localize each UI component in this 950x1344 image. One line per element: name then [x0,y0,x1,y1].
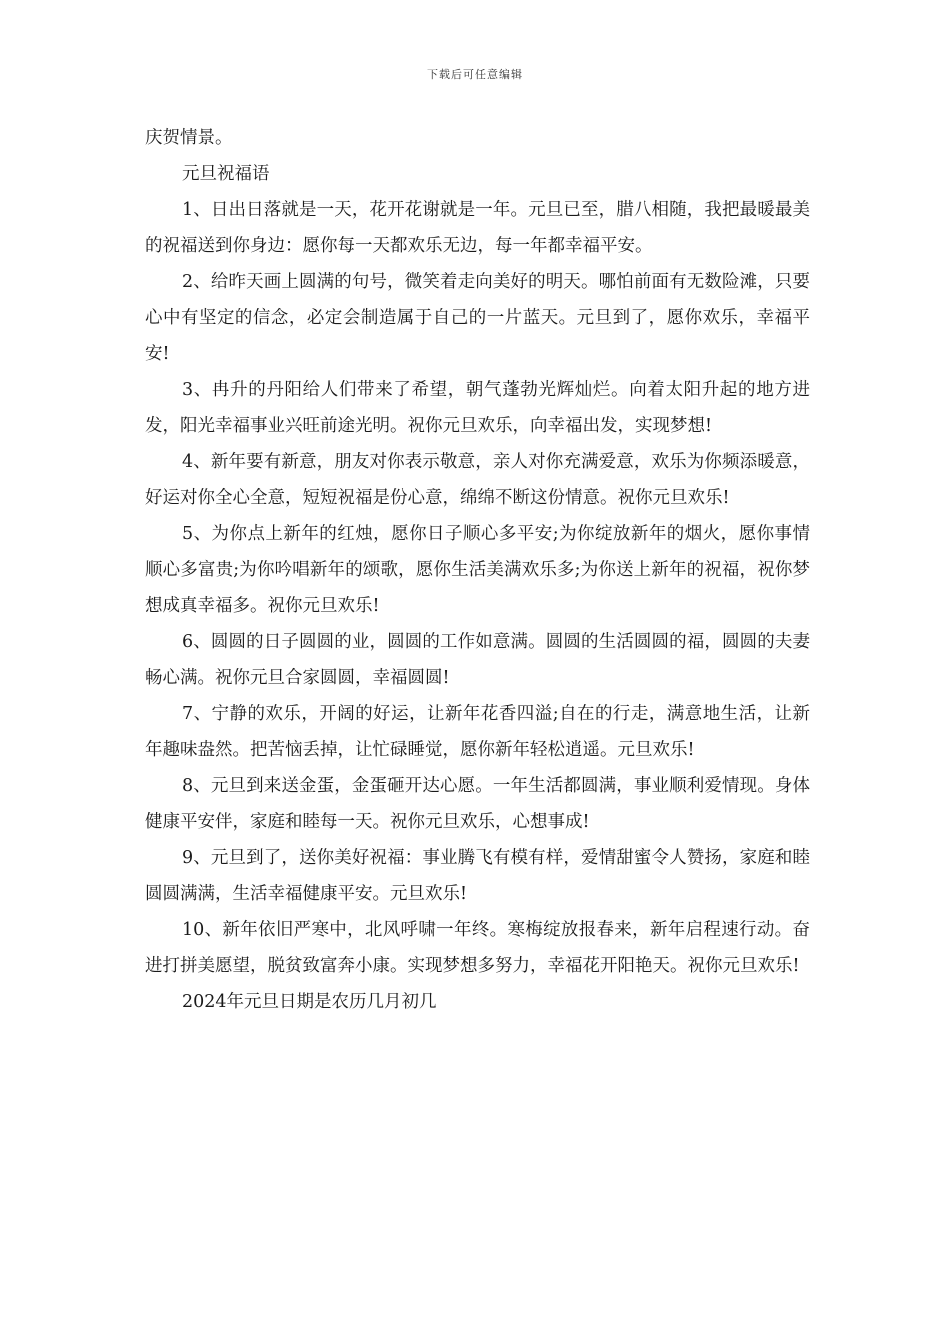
greeting-item-10: 10、新年依旧严寒中，北风呼啸一年终。寒梅绽放报春来，新年启程速行动。奋进打拼美愿望，脱贫致富奔小康。实现梦想多努力，幸福花开阳艳天。祝你元旦欢乐! [145,920,810,976]
greeting-item-9: 9、元旦到了，送你美好祝福：事业腾飞有模有样，爱情甜蜜令人赞扬，家庭和睦圆圆满满，生活幸福健康平安。元旦欢乐! [145,848,810,904]
section-heading: 元旦祝福语 [182,164,270,184]
greeting-item-7: 7、宁静的欢乐，开阔的好运，让新年花香四溢;自在的行走，满意地生活，让新年趣味盎然。把苦恼丢掉，让忙碌睡觉，愿你新年轻松逍遥。元旦欢乐! [145,704,810,760]
section-heading-date: 2024年元旦日期是农历几月初几 [182,992,437,1012]
page-header-watermark: 下载后可任意编辑 [427,68,523,81]
document-body [145,120,810,1020]
greeting-item-5: 5、为你点上新年的红烛，愿你日子顺心多平安;为你绽放新年的烟火，愿你事情顺心多富贵;为你吟唱新年的颂歌，愿你生活美满欢乐多;为你送上新年的祝福，祝你梦想成真幸福多。祝你元旦欢乐! [145,524,810,616]
greeting-item-4: 4、新年要有新意，朋友对你表示敬意，亲人对你充满爱意，欢乐为你频添暖意，好运对你全心全意，短短祝福是份心意，绵绵不断这份情意。祝你元旦欢乐! [145,452,810,508]
greeting-item-8: 8、元旦到来送金蛋，金蛋砸开达心愿。一年生活都圆满，事业顺利爱情现。身体健康平安伴，家庭和睦每一天。祝你元旦欢乐，心想事成! [145,776,810,832]
paragraph-intro-fragment: 庆贺情景。 [145,128,233,148]
greeting-item-3: 3、冉升的丹阳给人们带来了希望，朝气蓬勃光辉灿烂。向着太阳升起的地方进发，阳光幸福事业兴旺前途光明。祝你元旦欢乐，向幸福出发，实现梦想! [145,380,810,436]
greeting-item-1: 1、日出日落就是一天，花开花谢就是一年。元旦已至，腊八相随，我把最暖最美的祝福送到你身边：愿你每一天都欢乐无边，每一年都幸福平安。 [145,200,810,256]
greeting-item-2: 2、给昨天画上圆满的句号，微笑着走向美好的明天。哪怕前面有无数险滩，只要心中有坚定的信念，必定会制造属于自己的一片蓝天。元旦到了，愿你欢乐，幸福平安! [145,272,810,364]
greeting-item-6: 6、圆圆的日子圆圆的业，圆圆的工作如意满。圆圆的生活圆圆的福，圆圆的夫妻畅心满。祝你元旦合家圆圆，幸福圆圆! [145,632,810,688]
